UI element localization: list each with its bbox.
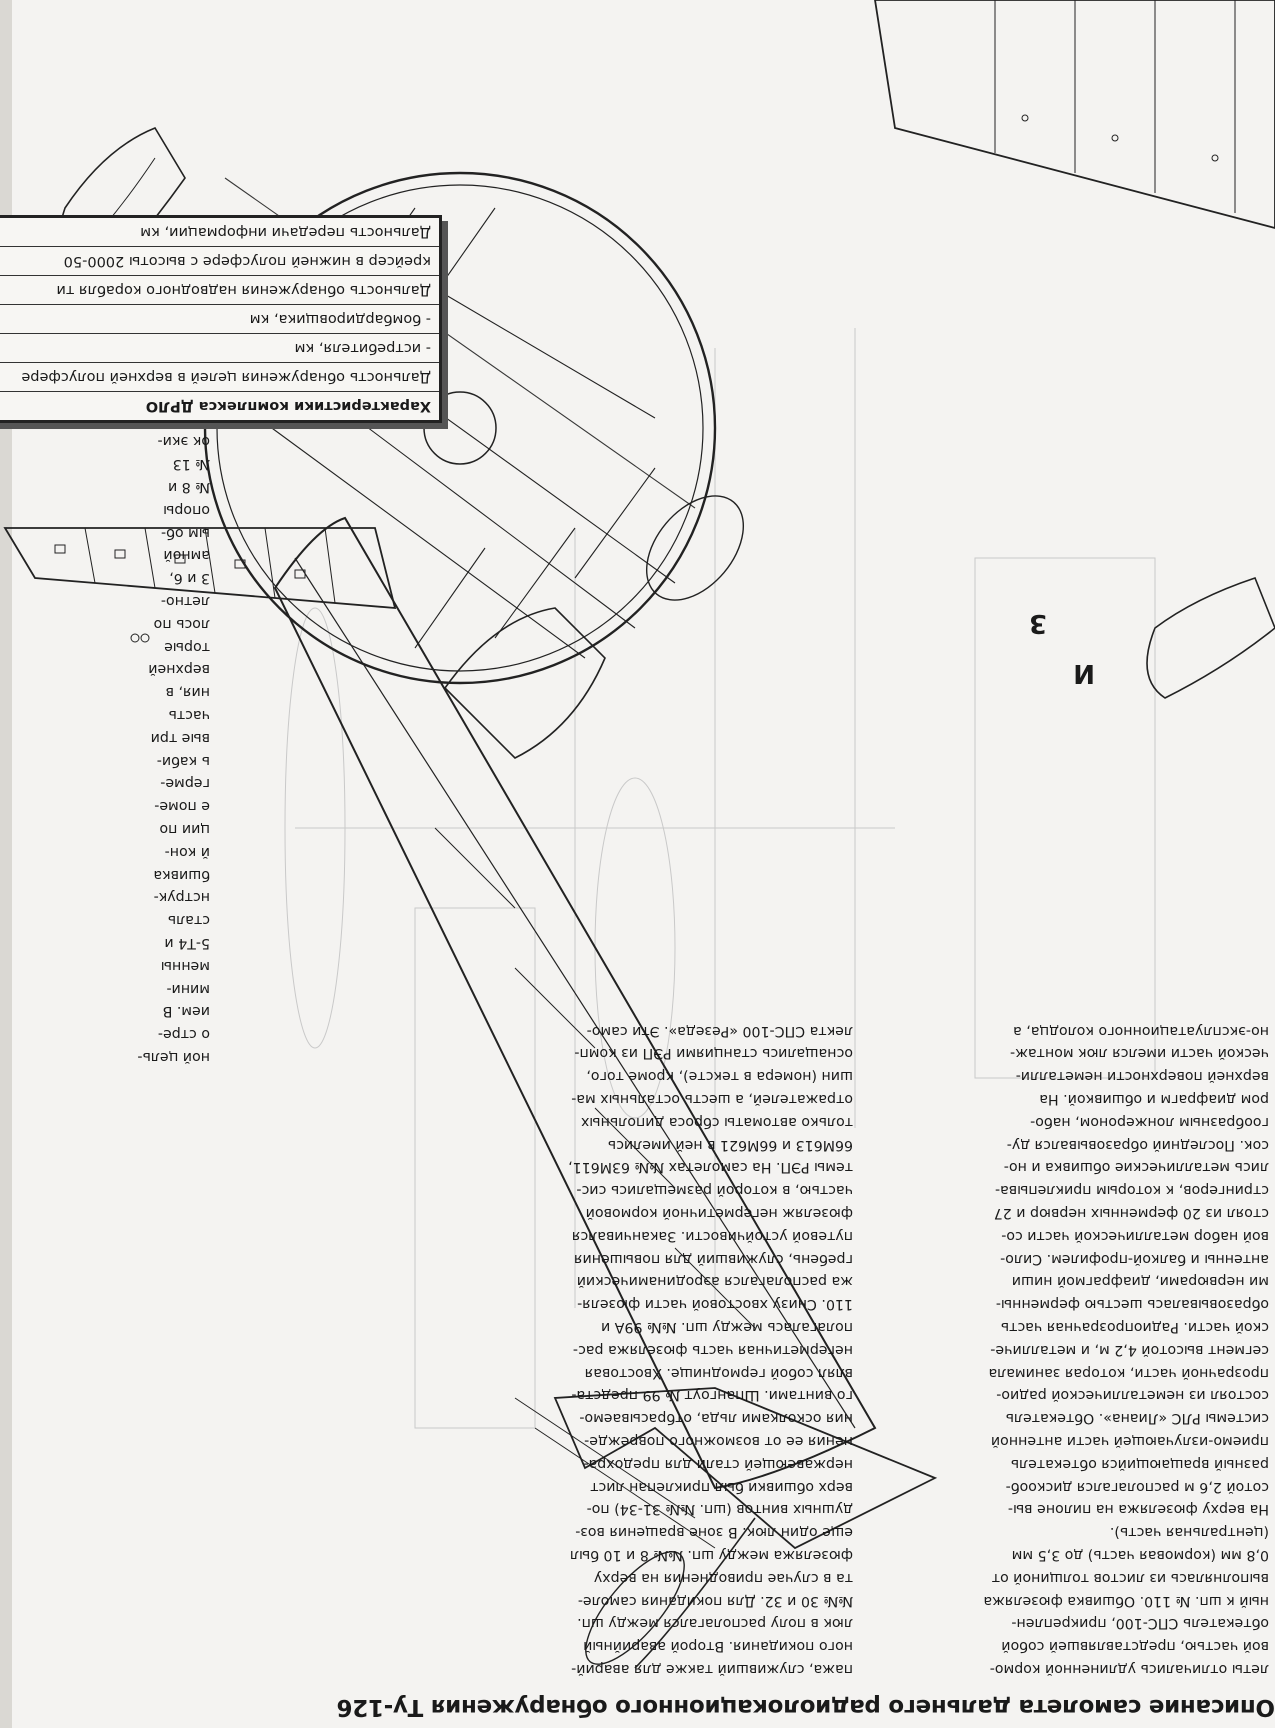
text-line: сегмент высотой 4,2 м, и металличе-	[990, 1341, 1269, 1358]
text-column-middle	[521, 1019, 853, 1680]
text-line: верхней	[148, 661, 210, 678]
text-line: та в случае приводнения на верху	[593, 1569, 853, 1586]
text-line: приемо-излучающей части антенной	[990, 1433, 1269, 1450]
text-line: ым об-	[161, 524, 210, 541]
table-row: Дальность передачи информации, км	[0, 218, 439, 247]
table-row: Дальность обнаружения целей в верхней полусфере	[0, 363, 439, 392]
text-line: 5-Т4 и	[164, 935, 210, 952]
text-line: гребень, служивший для повышения	[573, 1250, 853, 1267]
text-line: лекта СПС-100 «Резеда». Эти само-	[586, 1022, 853, 1039]
text-line: путевой устойчивости. Заканчивался	[571, 1227, 853, 1244]
text-line: пажа, служивший также для аварий-	[571, 1661, 853, 1677]
engine-nacelle-upper	[1147, 578, 1275, 698]
text-line: ного покидания. Второй аварийный	[583, 1638, 853, 1655]
text-line: душных винтов (шп. №№ 31-34) по-	[586, 1501, 853, 1518]
text-line: опоры	[163, 501, 210, 518]
text-line: ный к шп. № 110. Обшивка фюзеляжа	[983, 1592, 1269, 1609]
text-line: ной цель-	[137, 1049, 210, 1065]
text-line: верх обшивки был приклепан лист	[590, 1478, 853, 1495]
text-line: образовывалась шестью ферменны-	[995, 1296, 1269, 1313]
text-line: еще один люк. В зоне вращения воз-	[575, 1524, 853, 1541]
text-line: обтекатель СПС-100, прикреплен-	[1011, 1615, 1269, 1632]
text-line: й кон-	[164, 843, 210, 860]
text-line: жа располагался аэродинамический	[576, 1273, 853, 1290]
text-line: бшивка	[153, 866, 210, 883]
text-line: амной	[163, 547, 210, 564]
text-line: сотой 2,6 м располагался дискооб-	[1005, 1478, 1269, 1495]
text-line: люк в полу располагался между шп.	[577, 1615, 853, 1632]
text-line: лись металлические обшивка и но-	[1003, 1159, 1269, 1176]
text-line: отражателей, а шесть остальных ма-	[571, 1091, 853, 1108]
text-line: состоял из неметаллической радио-	[996, 1387, 1269, 1404]
text-line: №№ 30 и 32. Для покидания самоле-	[577, 1592, 853, 1609]
text-line: лось по	[153, 615, 210, 632]
text-line: леты отличались удлиненной кормо-	[989, 1661, 1269, 1677]
text-line: ь каби-	[156, 752, 210, 769]
text-line: шин (номера в тексте), кроме того,	[586, 1068, 853, 1085]
text-line: го винтами. Шпангоут № 99 предста-	[571, 1387, 853, 1404]
text-line: фюзеляж негерметичной кормовой	[585, 1205, 853, 1222]
text-line: стрингеров, к которым приклепыва-	[994, 1182, 1269, 1199]
text-line: выполнялась из листов толщиной от	[991, 1569, 1269, 1586]
text-line: ческой части имелся люк монтаж-	[1010, 1045, 1269, 1062]
characteristics-table	[0, 215, 442, 423]
text-line: 110. Снизу хвостовой части фюзеля-	[577, 1296, 853, 1313]
text-line: гообразным лонжероном, набо-	[1030, 1113, 1269, 1130]
text-line: ием. В	[162, 1003, 210, 1020]
table-row: Дальность обнаружения надводного корабля ти	[0, 276, 439, 305]
text-line: ми нервюрами, диафрагмой ниши	[1011, 1273, 1269, 1290]
text-line: 66М613 и 66М621 в ней имелись	[607, 1136, 853, 1153]
text-line: темы РЭП. На самолетах №№ 63М611,	[568, 1159, 853, 1176]
text-line: но-эксплуатационного колодца, а	[1013, 1022, 1269, 1039]
table-row: крейсер в нижней полусфере с высоты 2000-50	[0, 247, 439, 276]
section-marker-3: 3	[1028, 608, 1047, 638]
text-line: сок. Последний образовывался ду-	[1006, 1136, 1269, 1153]
text-line: 0,8 мм (кормовая часть) до 3,5 мм	[1011, 1547, 1269, 1564]
text-line: вой набор металлической части со-	[1001, 1227, 1269, 1244]
text-line: антенны и балкой-профилем. Сило-	[1000, 1250, 1269, 1267]
text-line: негерметичная часть фюзеляжа рас-	[572, 1341, 853, 1358]
table-row: - истребителя, км	[0, 334, 439, 363]
text-line: только автоматы сброса дипольных	[580, 1113, 853, 1130]
text-line: ния осколками льда, отбрасываемо-	[579, 1410, 853, 1427]
text-column-right	[939, 1019, 1269, 1680]
text-line: № 13	[172, 456, 210, 473]
text-line: ром диафрагм и обшивкой. На	[1039, 1091, 1269, 1108]
text-line: гермe-	[160, 775, 210, 792]
text-line: летно-	[160, 593, 210, 610]
text-line: торые	[164, 638, 210, 655]
section-marker-i: И	[1073, 658, 1095, 688]
text-line: ния, в	[165, 684, 210, 701]
text-column-left-fragment	[0, 430, 210, 1068]
text-line: (центральная часть).	[1109, 1524, 1269, 1541]
table-row: - бомбардировщика, км	[0, 305, 439, 334]
text-line: прозрачной части, которая занимала	[988, 1364, 1269, 1381]
text-line: частью, в которой размещались сис-	[576, 1182, 853, 1199]
text-line: нержавеющей стали для предохра-	[583, 1455, 853, 1472]
text-line: вые три	[150, 729, 210, 746]
text-line: вой частью, представлявшей собой	[1001, 1638, 1269, 1655]
text-line: оснащались станциями РЭП из комп-	[574, 1045, 853, 1062]
text-line: фюзеляжа между шп. №№ 8 и 10 был	[569, 1547, 853, 1564]
text-line: влял собой гермоднище. Хвостовая	[584, 1364, 853, 1381]
text-line: менны	[160, 957, 210, 974]
table-title: Характеристики комплекса ДРЛО	[145, 398, 431, 414]
text-line: 3 и 6,	[169, 570, 210, 587]
text-line: полагалась между шп. №№ 99А и	[600, 1319, 853, 1336]
text-line: разный вращающийся обтекатель	[1010, 1455, 1269, 1472]
text-line: о стре-	[157, 1026, 210, 1043]
text-line: ской части. Радиопрозрачная часть	[1000, 1319, 1269, 1336]
text-line: ции по	[159, 821, 210, 838]
text-line: стоял из 20 ферменных нервюр и 27	[993, 1205, 1269, 1222]
text-line: На верху фюзеляжа на пилоне вы-	[1007, 1501, 1269, 1518]
text-line: нения ее от возможного поврежде-	[584, 1433, 853, 1450]
text-line: № 8 и	[167, 479, 210, 496]
text-line: мини-	[166, 980, 210, 997]
text-line: системы РЛС «Лиана». Обтекатель	[1005, 1410, 1269, 1427]
text-line: сталь	[167, 912, 210, 929]
text-line: нструк-	[153, 889, 210, 906]
text-line: ок эки-	[157, 433, 210, 450]
article-title: Описание самолета дальнего радиолокационного обнаружения Ту-126	[336, 1694, 1275, 1720]
text-line: часть	[168, 707, 210, 724]
text-line: верхней поверхности неметалли-	[1015, 1068, 1269, 1085]
text-line: е поме-	[154, 798, 210, 815]
